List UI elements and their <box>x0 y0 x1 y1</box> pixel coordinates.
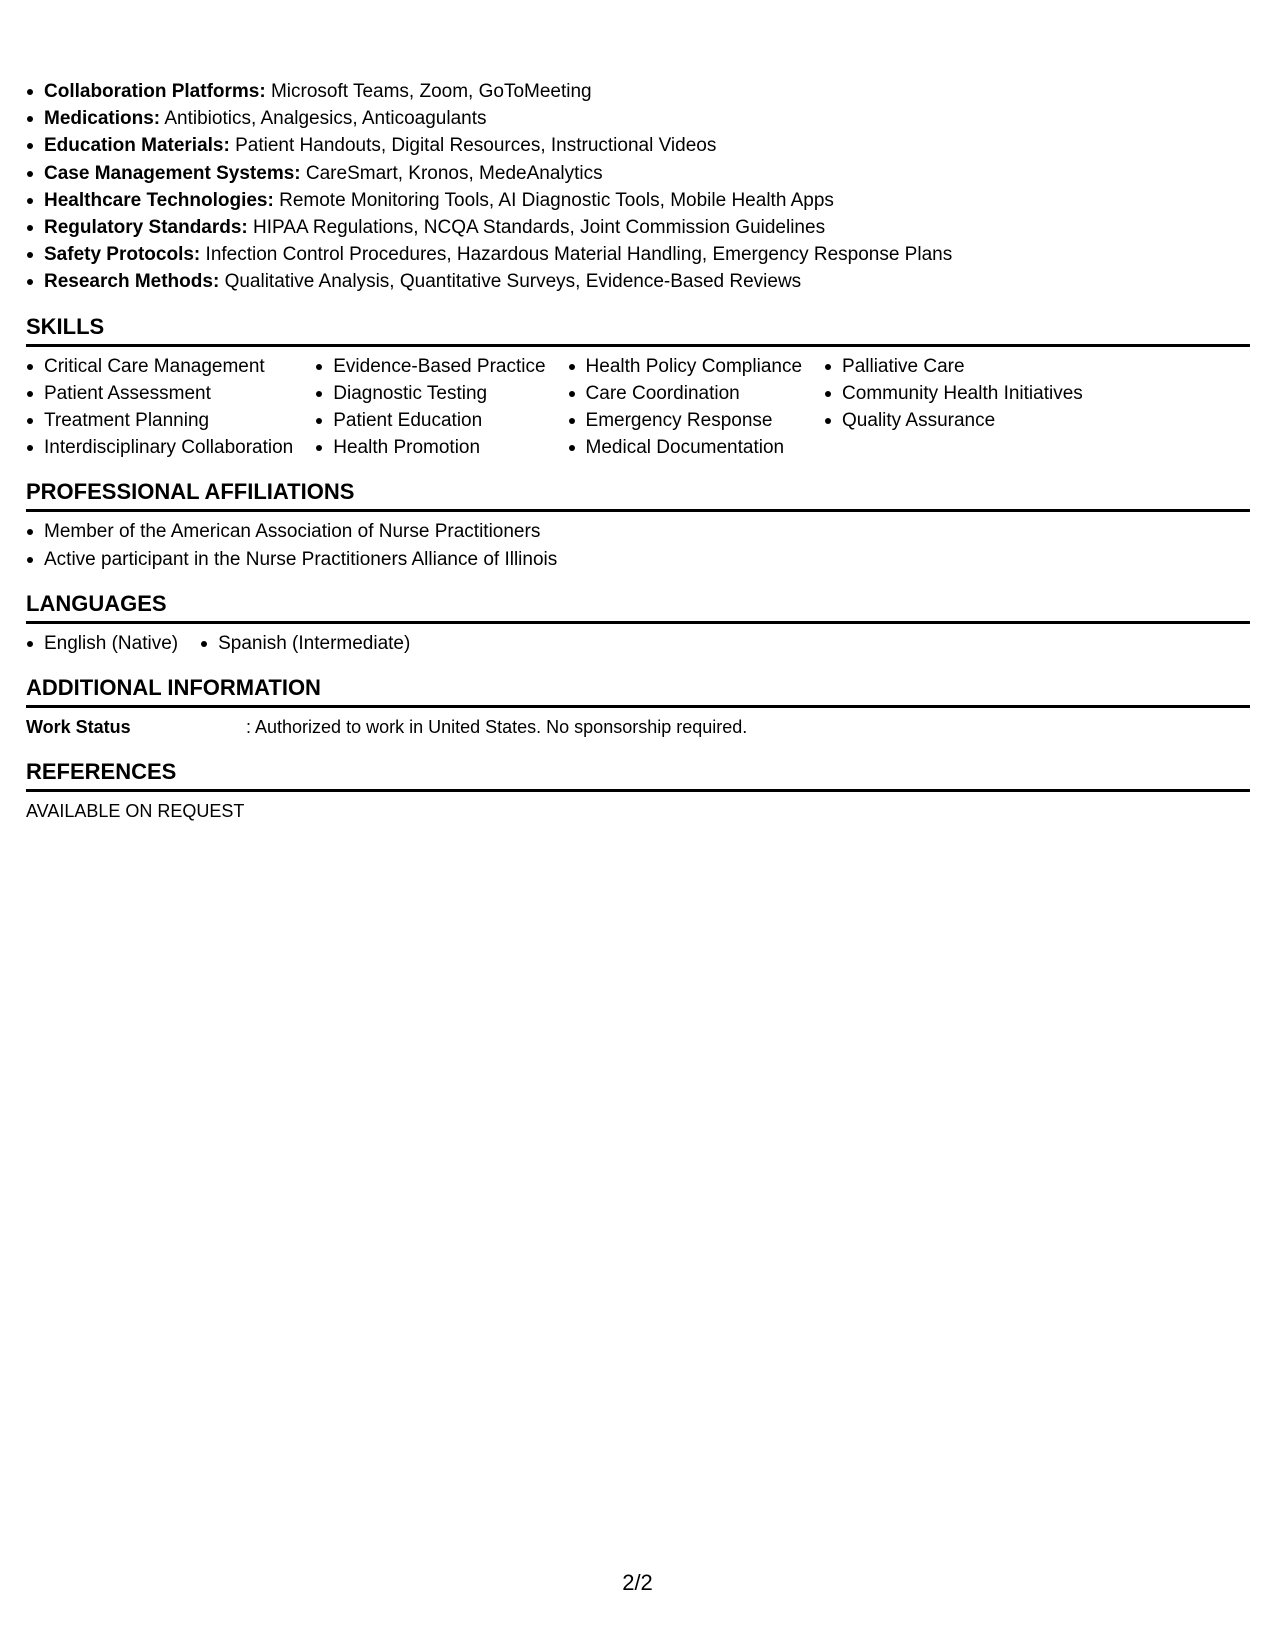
tools-item-label: Regulatory Standards: <box>44 217 248 239</box>
page-number: 2/2 <box>622 1570 653 1595</box>
skills-column <box>568 353 803 462</box>
tools-item <box>26 78 1250 105</box>
skill-item: Interdisciplinary Collaboration <box>26 434 293 461</box>
tools-item-label: Healthcare Technologies: <box>44 189 274 211</box>
skills-column <box>26 353 293 462</box>
affiliation-item: Active participant in the Nurse Practitioners Alliance of Illinois <box>26 546 1250 573</box>
affiliations-heading: PROFESSIONAL AFFILIATIONS <box>26 477 1250 512</box>
skill-item: Palliative Care <box>824 353 1083 380</box>
language-item: Spanish (Intermediate) <box>200 630 410 657</box>
tools-item-label: Case Management Systems: <box>44 162 301 184</box>
additional-info-heading: ADDITIONAL INFORMATION <box>26 673 1250 708</box>
languages-list <box>26 630 1250 657</box>
tools-item-label: Research Methods: <box>44 271 220 293</box>
resume-page <box>26 78 1250 825</box>
tools-item-value: Microsoft Teams, Zoom, GoToMeeting <box>270 81 592 102</box>
tools-item-label: Medications: <box>44 108 161 130</box>
work-status-row <box>26 714 1250 741</box>
skills-column <box>315 353 545 462</box>
tools-item <box>26 268 1250 295</box>
affiliations-list <box>26 518 1250 572</box>
skill-item: Community Health Initiatives <box>824 380 1083 407</box>
skill-item: Patient Assessment <box>26 380 293 407</box>
tools-item-value: Qualitative Analysis, Quantitative Surveys, Evidence-Based Reviews <box>224 271 802 293</box>
skill-item: Medical Documentation <box>568 434 803 461</box>
tools-item <box>26 187 1250 214</box>
work-status-label: Work Status <box>26 717 131 738</box>
tools-item-label: Safety Protocols: <box>44 244 201 266</box>
skills-heading: SKILLS <box>26 312 1250 347</box>
skill-item: Diagnostic Testing <box>315 380 545 407</box>
references-heading: REFERENCES <box>26 757 1250 792</box>
tools-list <box>26 78 1250 296</box>
tools-item-value: Infection Control Procedures, Hazardous Material Handling, Emergency Response Plans <box>205 244 953 266</box>
skill-item: Evidence-Based Practice <box>315 353 545 380</box>
skill-item: Quality Assurance <box>824 407 1083 434</box>
tools-item-value: Remote Monitoring Tools, AI Diagnostic Tools, Mobile Health Apps <box>279 189 834 211</box>
language-item: English (Native) <box>26 630 178 657</box>
tools-item <box>26 132 1250 159</box>
skill-item: Health Policy Compliance <box>568 353 803 380</box>
skills-grid <box>26 353 1250 462</box>
affiliation-item: Member of the American Association of Nurse Practitioners <box>26 518 1250 545</box>
skill-item: Patient Education <box>315 407 545 434</box>
tools-item-label: Collaboration Platforms: <box>44 81 266 102</box>
skill-item: Critical Care Management <box>26 353 293 380</box>
tools-item <box>26 160 1250 187</box>
tools-item-label: Education Materials: <box>44 135 230 157</box>
tools-item <box>26 241 1250 268</box>
tools-item <box>26 105 1250 132</box>
tools-item-value: Antibiotics, Analgesics, Anticoagulants <box>164 108 487 130</box>
skill-item: Health Promotion <box>315 434 545 461</box>
tools-item-value: CareSmart, Kronos, MedeAnalytics <box>305 162 603 184</box>
languages-heading: LANGUAGES <box>26 589 1250 624</box>
skill-item: Care Coordination <box>568 380 803 407</box>
skill-item: Treatment Planning <box>26 407 293 434</box>
tools-item-value: Patient Handouts, Digital Resources, Instructional Videos <box>235 135 717 157</box>
skills-column <box>824 353 1083 462</box>
tools-item-value: HIPAA Regulations, NCQA Standards, Joint Commission Guidelines <box>253 217 826 239</box>
work-status-value: : Authorized to work in United States. No sponsorship required. <box>246 717 748 738</box>
references-text: AVAILABLE ON REQUEST <box>26 801 245 822</box>
skill-item: Emergency Response <box>568 407 803 434</box>
tools-item <box>26 214 1250 241</box>
